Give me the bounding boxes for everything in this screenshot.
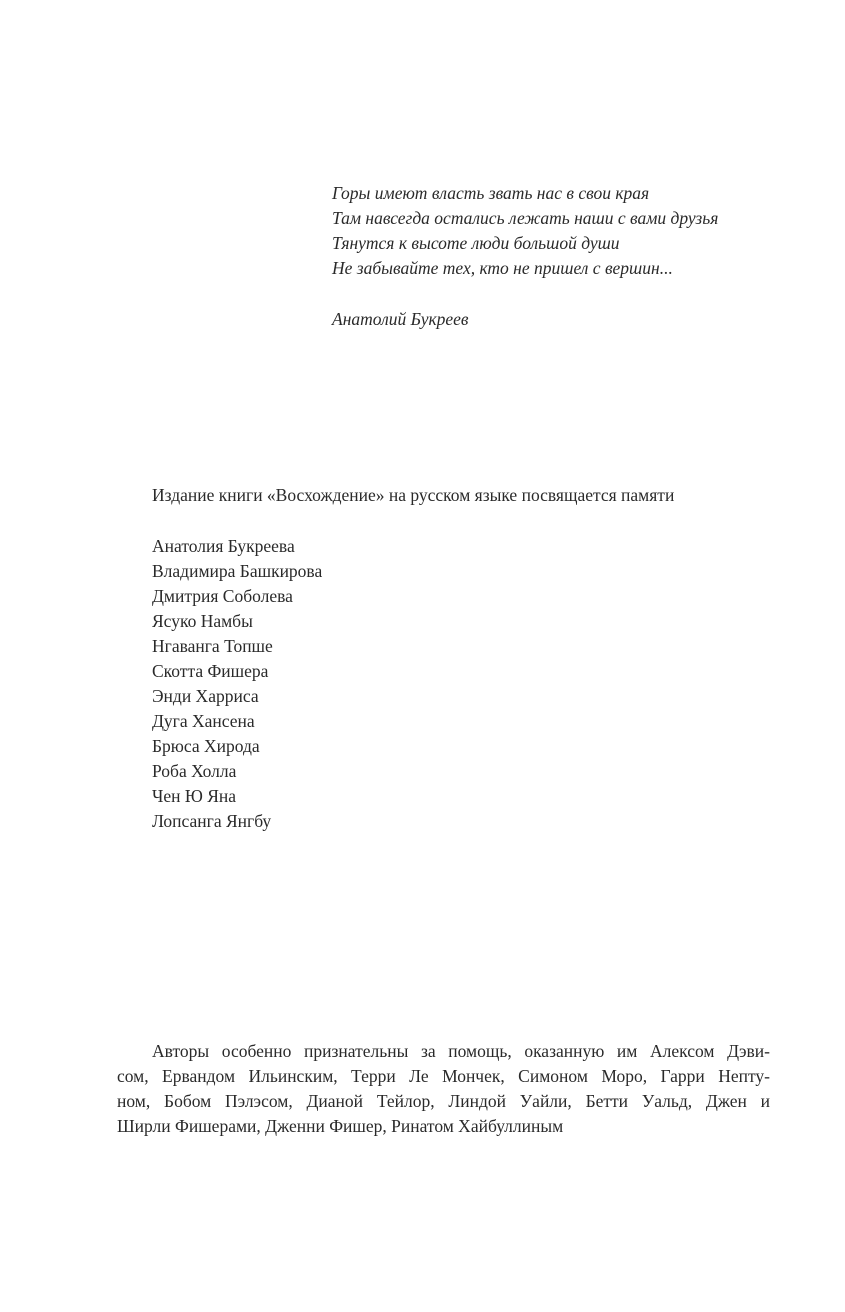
epigraph-line: Не забывайте тех, кто не пришел с вершин... — [332, 258, 673, 278]
epigraph-author: Анатолий Букреев — [332, 309, 469, 329]
dedication-name: Владимира Башкирова — [152, 561, 323, 581]
dedication-name: Нгаванга Топше — [152, 636, 273, 656]
epigraph-line: Тянутся к высоте люди большой души — [332, 233, 620, 253]
epigraph-line: Там навсегда остались лежать наши с вами друзья — [332, 208, 719, 228]
dedication-name: Роба Холла — [152, 761, 237, 781]
dedication-name: Скотта Фишера — [152, 661, 269, 681]
acknowledgments-line: сом, Ервандом Ильинским, Терри Ле Мончек, Симоном Моро, Гарри Непту- — [117, 1066, 770, 1086]
dedication-intro: Издание книги «Восхождение» на русском языке посвящается памяти — [152, 485, 675, 505]
dedication-name: Дуга Хансена — [152, 711, 255, 731]
dedication-name: Дмитрия Соболева — [152, 586, 293, 606]
dedication-name: Энди Харриса — [152, 686, 259, 706]
dedication-name: Анатолия Букреева — [152, 536, 295, 556]
acknowledgments-line: ном, Бобом Пэлэсом, Дианой Тейлор, Линдой Уайли, Бетти Уальд, Джен и — [117, 1091, 770, 1111]
epigraph — [332, 181, 718, 332]
dedication-name: Брюса Хирода — [152, 736, 260, 756]
dedication-names — [152, 534, 322, 834]
dedication-name: Ясуко Намбы — [152, 611, 253, 631]
dedication-name: Чен Ю Яна — [152, 786, 237, 806]
acknowledgments-line: Ширли Фишерами, Дженни Фишер, Ринатом Хайбуллиным — [117, 1116, 564, 1136]
acknowledgments — [117, 1039, 770, 1139]
acknowledgments-line: Авторы особенно признательны за помощь, оказанную им Алексом Дэви- — [152, 1041, 770, 1061]
dedication-name: Лопсанга Янгбу — [152, 811, 272, 831]
epigraph-line: Горы имеют власть звать нас в свои края — [332, 183, 650, 203]
